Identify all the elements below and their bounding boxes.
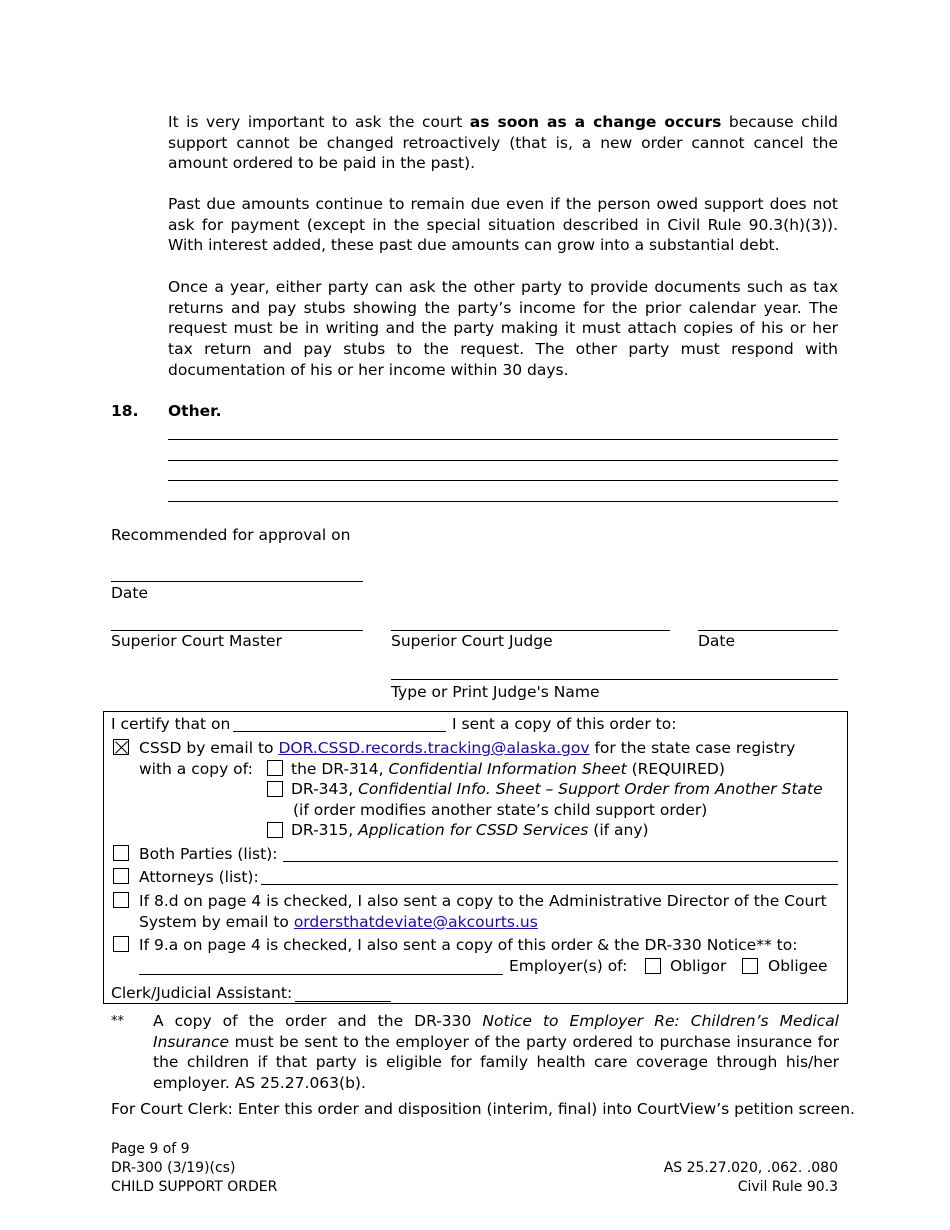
dr343-checkbox[interactable]	[267, 781, 283, 797]
footnote-notice-title: Notice to Employer Re: Children’s Medical Insurance	[153, 1012, 839, 1051]
dr315-prefix: DR-315,	[291, 821, 359, 839]
cssd-registry-text: for the state case registry	[589, 739, 796, 757]
section-18-title: Other.	[168, 402, 222, 420]
recommended-date-line[interactable]	[111, 581, 363, 582]
dr330-label: If 9.a on page 4 is checked, I also sent a copy of this order & the DR-330 Notice** to:	[139, 936, 798, 954]
dr314-required: (REQUIRED)	[626, 760, 725, 778]
attorneys-checkbox[interactable]	[113, 868, 129, 884]
other-line-1[interactable]	[168, 439, 838, 440]
p1-text-start: It is very important to ask the court	[168, 113, 470, 131]
paragraph-past-due: Past due amounts continue to remain due even if the person owed support does not ask for payment (except in the special situation described in Civil Rule 90.3(h)(3)). With interest added, these past due amounts can grow into a substantial debt.	[168, 195, 838, 255]
attorneys-label: Attorneys (list):	[139, 868, 259, 886]
paragraph-income-documents: Once a year, either party can ask the other party to provide documents such as tax returns and pay stubs showing the party’s income for the prior calendar year. The request must be in writing and the party making it must attach copies of his or her tax return and pay stubs to the request. The other party must respond with documentation of his or her income within 30 days.	[168, 278, 838, 379]
dr343-note: (if order modifies another state’s child support order)	[293, 801, 708, 819]
paragraph-timely-change	[168, 112, 838, 174]
section-18-number: 18.	[111, 402, 139, 420]
obligor-checkbox[interactable]	[645, 958, 661, 974]
cssd-text: CSSD by email to	[139, 739, 279, 757]
dr330-checkbox[interactable]	[113, 936, 129, 952]
footer-rule: Civil Rule 90.3	[737, 1179, 838, 1195]
admin-director-checkbox[interactable]	[113, 892, 129, 908]
footer-form-number: DR-300 (3/19)(cs)	[111, 1160, 236, 1176]
employer-name-line[interactable]	[139, 974, 503, 975]
clerk-signature-line[interactable]	[295, 1001, 391, 1002]
certify-sent-label: I sent a copy of this order to:	[452, 715, 677, 733]
footer-statute: AS 25.27.020, .062. .080	[663, 1160, 838, 1176]
with-copy-label: with a copy of:	[139, 760, 253, 778]
obligor-label: Obligor	[670, 957, 727, 975]
certify-date-line[interactable]	[233, 731, 446, 732]
clerk-label: Clerk/Judicial Assistant:	[111, 984, 293, 1002]
admin-director-line-2	[139, 912, 538, 932]
admin-email-link[interactable]: ordersthatdeviate@akcourts.us	[293, 913, 538, 931]
dr314-label	[291, 759, 725, 779]
footer-page: Page 9 of 9	[111, 1141, 190, 1157]
clerk-note: For Court Clerk: Enter this order and disposition (interim, final) into CourtView’s petition screen.	[111, 1100, 855, 1118]
both-parties-checkbox[interactable]	[113, 845, 129, 861]
certify-label: I certify that on	[111, 715, 231, 733]
other-line-4[interactable]	[168, 501, 838, 502]
dr314-prefix: the DR-314,	[291, 760, 389, 778]
attorneys-line[interactable]	[261, 884, 838, 885]
admin-system-text: System by email to	[139, 913, 294, 931]
judge-label: Superior Court Judge	[391, 632, 553, 650]
both-parties-label: Both Parties (list):	[139, 845, 278, 863]
dr314-title: Confidential Information Sheet	[388, 760, 627, 778]
dr343-prefix: DR-343,	[291, 780, 359, 798]
footnote-marker: **	[111, 1014, 124, 1029]
dr343-label	[291, 779, 823, 799]
other-line-2[interactable]	[168, 460, 838, 461]
both-parties-line[interactable]	[283, 861, 838, 862]
dr314-checkbox[interactable]	[267, 760, 283, 776]
recommended-label: Recommended for approval on	[111, 526, 351, 544]
obligee-label: Obligee	[768, 957, 828, 975]
employer-label: Employer(s) of:	[509, 957, 628, 975]
footnote-start: A copy of the order and the DR-330	[153, 1012, 483, 1030]
cssd-checkbox[interactable]	[113, 739, 129, 755]
dr315-checkbox[interactable]	[267, 822, 283, 838]
judge-name-label: Type or Print Judge's Name	[391, 683, 600, 701]
dr315-if-any: (if any)	[588, 821, 649, 839]
footnote-text	[153, 1011, 839, 1094]
cssd-email-link[interactable]: DOR.CSSD.records.tracking@alaska.gov	[278, 739, 590, 757]
p1-bold-text: as soon as a change occurs	[469, 113, 722, 131]
footnote-end: must be sent to the employer of the party ordered to purchase insurance for the children if that party is eligible for family health care coverage through his/her employer. AS 25.27.063(b).	[153, 1032, 839, 1093]
p1-text-end: because child support cannot be changed retroactively (that is, a new order cannot cancel the amount ordered to be paid in the past).	[168, 113, 839, 173]
other-line-3[interactable]	[168, 480, 838, 481]
master-label: Superior Court Master	[111, 632, 282, 650]
admin-director-line-1: If 8.d on page 4 is checked, I also sent a copy to the Administrative Director of the Court	[139, 892, 827, 910]
dr343-title: Confidential Info. Sheet – Support Order from Another State	[358, 780, 823, 798]
obligee-checkbox[interactable]	[742, 958, 758, 974]
cssd-line	[139, 738, 795, 758]
footer-form-title: CHILD SUPPORT ORDER	[111, 1179, 278, 1195]
recommended-date-label: Date	[111, 584, 149, 602]
dr315-title: Application for CSSD Services	[358, 821, 589, 839]
judge-date-label: Date	[698, 632, 736, 650]
judge-name-line[interactable]	[391, 679, 838, 680]
dr315-label	[291, 820, 649, 840]
